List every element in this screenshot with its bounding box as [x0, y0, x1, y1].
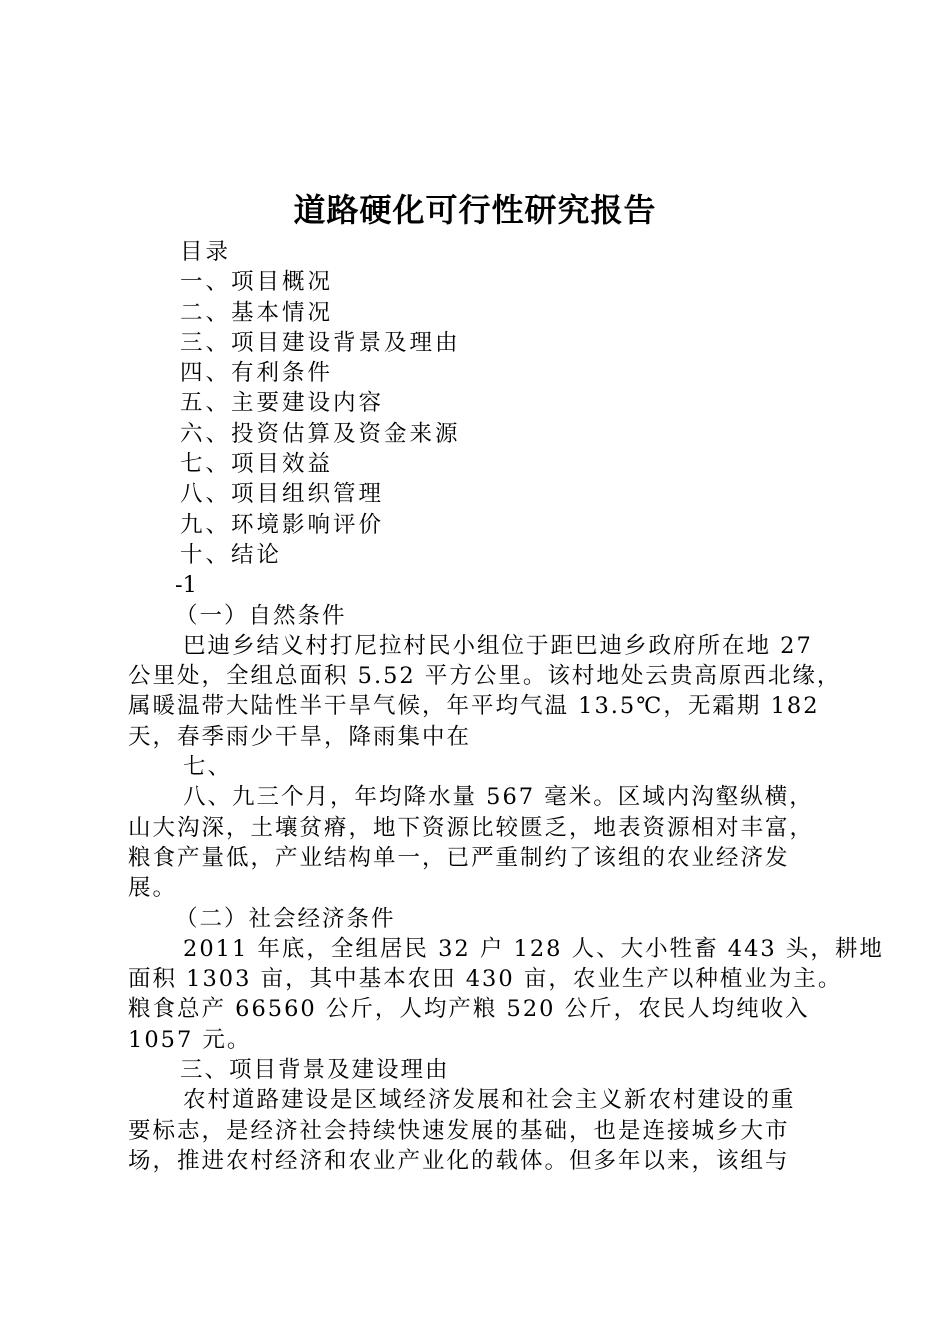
paragraph-line: 1057 元。	[128, 1026, 252, 1053]
paragraph-line: 2011 年底，全组居民 32 户 128 人、大小牲畜 443 头，耕地	[183, 935, 884, 962]
toc-item: 五、主要建设内容	[180, 390, 385, 417]
toc-item: 四、有利条件	[180, 360, 334, 387]
toc-item: 一、项目概况	[180, 269, 334, 296]
section-heading-social: （二）社会经济条件	[175, 905, 396, 932]
paragraph-line: 粮食产量低，产业结构单一，已严重制约了该组的农业经济发	[128, 844, 790, 871]
toc-item: 三、项目建设背景及理由	[180, 329, 461, 356]
toc-item: 九、环境影响评价	[180, 511, 385, 538]
paragraph-line: 属暖温带大陆性半干旱气候，年平均气温 13.5℃，无霜期 182	[128, 693, 820, 720]
page-marker: -1	[175, 572, 197, 599]
toc-item: 十、结论	[180, 541, 283, 568]
paragraph-line: 天，春季雨少干旱，降雨集中在	[128, 723, 472, 750]
document-title: 道路硬化可行性研究报告	[293, 191, 657, 229]
paragraph-line: 山大沟深，土壤贫瘠，地下资源比较匮乏，地表资源相对丰富，	[128, 814, 815, 841]
paragraph-line: 场，推进农村经济和农业产业化的载体。但多年以来，该组与	[128, 1147, 790, 1174]
paragraph-line: 面积 1303 亩，其中基本农田 430 亩，农业生产以种植业为主。	[128, 966, 843, 993]
paragraph-line: 巴迪乡结义村打尼拉村民小组位于距巴迪乡政府所在地 27	[183, 632, 813, 659]
paragraph-line: 八、九三个月，年均降水量 567 毫米。区域内沟壑纵横，	[183, 784, 814, 811]
paragraph-line: 公里处，全组总面积 5.52 平方公里。该村地处云贵高原西北缘，	[128, 663, 842, 690]
toc-item: 六、投资估算及资金来源	[180, 420, 461, 447]
toc-item: 七、项目效益	[180, 451, 334, 478]
paragraph-line: 展。	[128, 875, 178, 902]
toc-item: 八、项目组织管理	[180, 481, 385, 508]
document-body	[128, 237, 884, 1176]
section-heading-background: 三、项目背景及建设理由	[180, 1057, 450, 1084]
section-heading-natural: （一）自然条件	[175, 602, 347, 629]
paragraph-line: 粮食总产 66560 公斤，人均产粮 520 公斤，农民人均纯收入	[128, 996, 810, 1023]
paragraph-line: 要标志，是经济社会持续快速发展的基础，也是连接城乡大市	[128, 1117, 790, 1144]
paragraph-line: 农村道路建设是区域经济发展和社会主义新农村建设的重	[183, 1087, 796, 1114]
paragraph-line: 七、	[183, 754, 233, 781]
toc-item: 二、基本情况	[180, 299, 334, 326]
toc-heading: 目录	[180, 239, 232, 265]
